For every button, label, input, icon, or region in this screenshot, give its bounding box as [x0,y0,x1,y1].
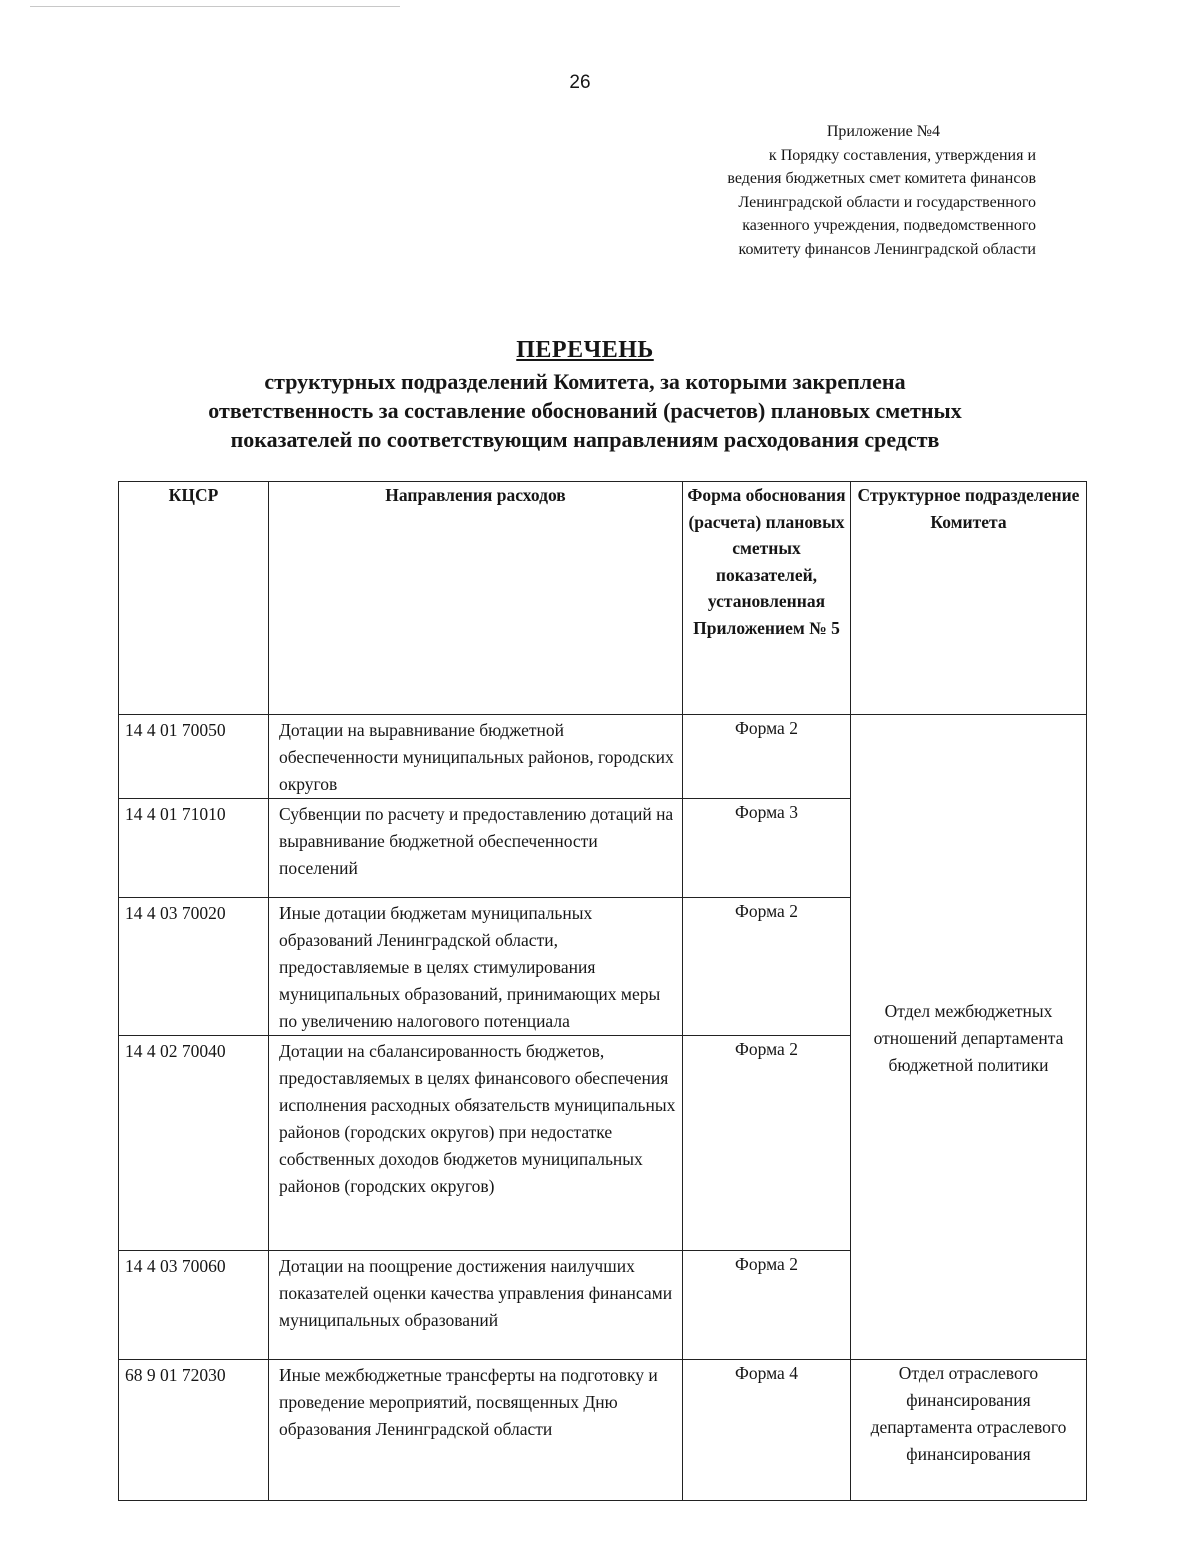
header-direction: Направления расходов [269,482,683,715]
row-form: Форма 3 [683,799,851,898]
row-code: 14 4 03 70060 [119,1251,269,1360]
row-form: Форма 2 [683,1036,851,1251]
table-header-row [119,482,1087,715]
row-form: Форма 2 [683,898,851,1036]
appendix-line: к Порядку составления, утверждения и [768,146,1036,164]
appendix-note [616,120,1036,261]
table-row [119,715,1087,799]
appendix-line: Приложение №4 [826,123,940,140]
title-subtitle-line: ответственность за составление обоснований (расчетов) плановых сметных [208,398,962,423]
responsibility-table [118,481,1087,1501]
row-code: 14 4 03 70020 [119,898,269,1036]
title-subtitle-line: показателей по соответствующим направлениям расходования средств [230,427,940,452]
header-code: КЦСР [119,482,269,715]
scan-edge-line [30,6,400,7]
appendix-line: казенного учреждения, подведомственного [742,217,1036,234]
header-department: Структурное подразделение Комитета [851,482,1087,715]
document-title [0,333,1170,454]
row-form: Форма 2 [683,715,851,799]
row-form: Форма 4 [683,1360,851,1501]
row-direction: Дотации на сбалансированность бюджетов, предоставляемых в целях финансового обеспечения исполнения расходных обязательств муниципальных районов (городских округов) при недостатке собственных доходов бюджетов муниципальных районов (городских округов) [269,1036,683,1251]
row-code: 14 4 02 70040 [119,1036,269,1251]
title-subtitle-line: структурных подразделений Комитета, за которыми закреплена [264,369,906,394]
appendix-line: комитету финансов Ленинградской области [738,240,1036,258]
appendix-line: ведения бюджетных смет комитета финансов [727,170,1036,187]
row-department: Отдел отраслевого финансирования департамента отраслевого финансирования [851,1360,1087,1501]
page-number: 26 [569,72,591,93]
row-direction: Дотации на выравнивание бюджетной обеспеченности муниципальных районов, городских округов [269,715,683,799]
row-department: Отдел межбюджетных отношений департамента бюджетной политики [851,715,1087,1360]
row-direction: Иные дотации бюджетам муниципальных образований Ленинградской области, предоставляемые в целях стимулирования муниципальных образований, принимающих меры по увеличению налогового потенциала [269,898,683,1036]
row-direction: Дотации на поощрение достижения наилучших показателей оценки качества управления финансами муниципальных образований [269,1251,683,1360]
row-form: Форма 2 [683,1251,851,1360]
row-direction: Иные межбюджетные трансферты на подготовку и проведение мероприятий, посвященных Дню образования Ленинградской области [269,1360,683,1501]
row-code: 14 4 01 71010 [119,799,269,898]
row-code: 14 4 01 70050 [119,715,269,799]
appendix-line: Ленинградской области и государственного [738,193,1036,211]
table-row [119,1360,1087,1501]
header-form: Форма обоснования (расчета) плановых сметных показателей, установленная Приложением № 5 [683,482,851,715]
title-heading: ПЕРЕЧЕНЬ [516,337,654,363]
row-code: 68 9 01 72030 [119,1360,269,1501]
row-direction: Субвенции по расчету и предоставлению дотаций на выравнивание бюджетной обеспеченности поселений [269,799,683,898]
